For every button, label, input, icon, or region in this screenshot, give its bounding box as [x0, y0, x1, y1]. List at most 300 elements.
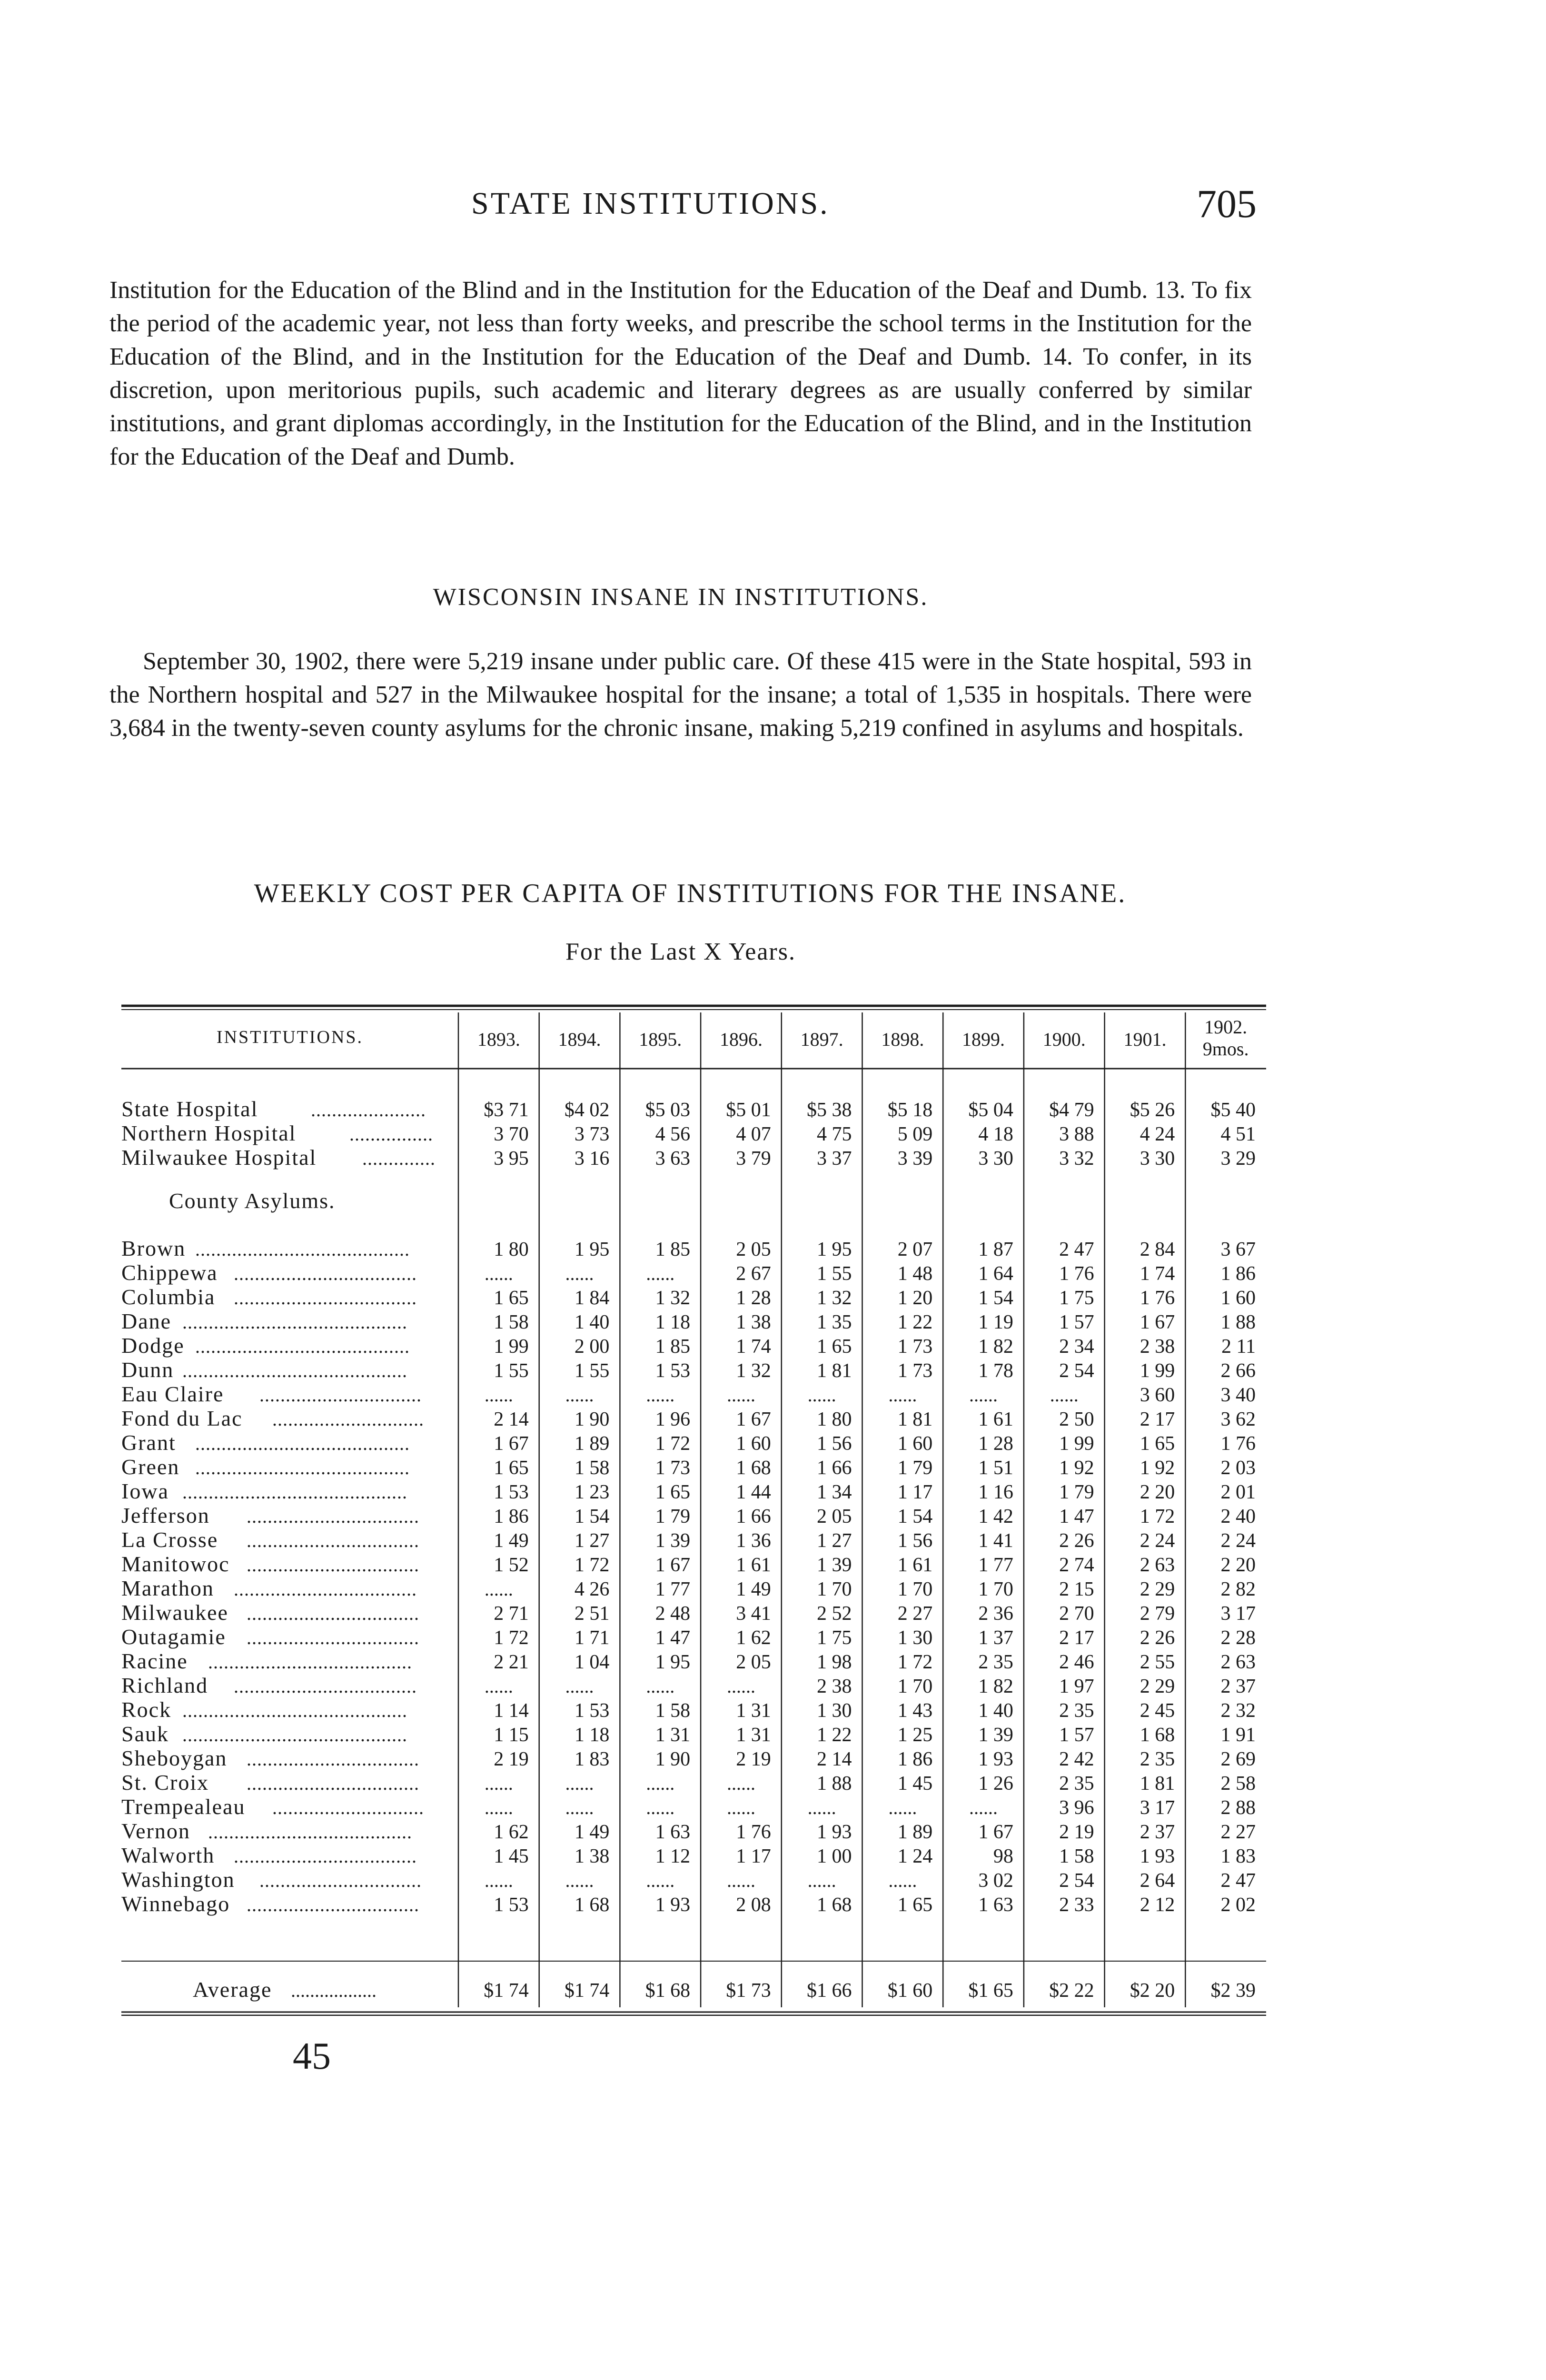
county-row-value: 1 49	[574, 1821, 610, 1843]
header-year: 1902.	[1204, 1016, 1248, 1038]
county-row-value: 1 18	[655, 1311, 691, 1333]
county-row-value: 1 40	[978, 1700, 1013, 1722]
hospital-row-value: 3 63	[655, 1148, 691, 1170]
leader-dots: .........................................	[195, 1433, 410, 1454]
county-row-label: Washington	[121, 1867, 235, 1892]
county-row-value: 1 54	[897, 1506, 933, 1527]
county-row-value: 1 43	[897, 1700, 933, 1722]
county-row-empty: ......	[646, 1870, 675, 1891]
header-year: 1899.	[962, 1029, 1005, 1050]
county-row-empty: ......	[726, 1773, 755, 1794]
county-row-empty: ......	[565, 1676, 594, 1697]
county-row-value: 2 71	[494, 1603, 529, 1625]
county-row-value: 1 04	[574, 1651, 610, 1673]
county-row-value: 1 79	[655, 1506, 691, 1527]
county-row-value: 1 67	[978, 1821, 1013, 1843]
county-row-value: 1 57	[1059, 1724, 1094, 1746]
county-row-value: 1 88	[1220, 1311, 1256, 1333]
county-row-value: 1 45	[494, 1845, 529, 1867]
running-title: STATE INSTITUTIONS.	[471, 186, 830, 221]
county-row-label: Brown	[121, 1236, 186, 1260]
county-row-value: 2 84	[1140, 1239, 1175, 1260]
county-row-value: 2 29	[1140, 1676, 1175, 1697]
county-row-value: 1 17	[897, 1481, 933, 1503]
county-row-value: 1 64	[978, 1263, 1013, 1285]
county-row-value: 3 41	[736, 1603, 771, 1625]
county-row-value: 1 17	[736, 1845, 771, 1867]
county-row-value: 2 07	[897, 1239, 933, 1260]
county-row-value: 1 74	[1140, 1263, 1175, 1285]
county-row-value: 3 40	[1220, 1384, 1256, 1406]
county-row-value: 2 19	[736, 1748, 771, 1770]
average-row-value: $1 73	[726, 1980, 771, 2002]
leader-dots: .........................................	[195, 1239, 410, 1260]
county-row-value: 1 83	[574, 1748, 610, 1770]
hospital-row-value: $5 01	[726, 1099, 771, 1121]
county-row-value: 3 60	[1140, 1384, 1175, 1406]
county-row-label: Winnebago	[121, 1892, 230, 1916]
county-row-value: 1 73	[897, 1360, 933, 1382]
county-row-value: 1 27	[817, 1530, 852, 1552]
county-row-value: 1 76	[1059, 1263, 1094, 1285]
county-row-empty: ......	[484, 1773, 513, 1794]
table-subtitle: For the Last X Years.	[565, 938, 796, 965]
county-asylums-heading: County Asylums.	[169, 1189, 336, 1213]
county-row-value: 1 76	[1220, 1433, 1256, 1455]
county-row-empty: ......	[484, 1797, 513, 1818]
county-row-value: 1 82	[978, 1336, 1013, 1358]
leader-dots: ...................................	[234, 1845, 417, 1867]
county-row-value: 3 17	[1140, 1797, 1175, 1819]
county-row-value: 2 45	[1140, 1700, 1175, 1722]
page-number: 705	[1197, 182, 1257, 226]
county-row-value: 2 36	[978, 1603, 1013, 1625]
average-row-value: $1 74	[484, 1980, 529, 2002]
county-row-value: 2 05	[736, 1651, 771, 1673]
county-row-value: 1 77	[978, 1554, 1013, 1576]
county-row-value: 1 74	[736, 1336, 771, 1358]
county-row-value: 1 31	[736, 1724, 771, 1746]
county-row-value: 1 61	[736, 1554, 771, 1576]
county-row-value: 2 58	[1220, 1773, 1256, 1795]
hospital-row-value: 4 56	[655, 1123, 691, 1145]
county-row-value: 2 05	[817, 1506, 852, 1527]
leader-dots: .................................	[247, 1627, 419, 1648]
county-row-value: 1 76	[1140, 1287, 1175, 1309]
county-row-value: 2 35	[978, 1651, 1013, 1673]
county-row-value: 1 23	[574, 1481, 610, 1503]
county-row-empty: ......	[888, 1797, 917, 1818]
leader-dots: .................................	[247, 1603, 419, 1624]
county-row-value: 2 48	[655, 1603, 691, 1625]
county-row-value: 2 17	[1059, 1627, 1094, 1649]
county-row-value: 2 70	[1059, 1603, 1094, 1625]
county-row-value: 1 81	[897, 1408, 933, 1430]
county-row-value: 1 65	[817, 1336, 852, 1358]
county-row-value: 1 34	[817, 1481, 852, 1503]
county-row-value: 2 20	[1140, 1481, 1175, 1503]
leader-dots: .........................................	[195, 1336, 410, 1357]
hospital-row-value: $4 79	[1049, 1099, 1094, 1121]
average-row-value: $2 39	[1210, 1980, 1256, 2002]
county-row-empty: ......	[888, 1870, 917, 1891]
county-row-value: 1 92	[1059, 1457, 1094, 1479]
county-row-empty: ......	[646, 1676, 675, 1697]
county-row-value: 2 28	[1220, 1627, 1256, 1649]
county-row-value: 1 52	[494, 1554, 529, 1576]
county-row-empty: ......	[565, 1384, 594, 1406]
county-row-value: 1 32	[655, 1287, 691, 1309]
county-row-value: 2 55	[1140, 1651, 1175, 1673]
county-row-value: 1 75	[1059, 1287, 1094, 1309]
county-row-value: 1 55	[494, 1360, 529, 1382]
county-row-value: 1 72	[1140, 1506, 1175, 1527]
hospital-row-value: $5 04	[968, 1099, 1013, 1121]
county-row-value: 1 99	[1059, 1433, 1094, 1455]
county-row-value: 1 93	[655, 1894, 691, 1916]
county-row-value: 1 45	[897, 1773, 933, 1795]
county-row-empty: ......	[807, 1384, 836, 1406]
average-row-value: $2 20	[1130, 1980, 1175, 2002]
leader-dots: ...................................	[234, 1578, 417, 1600]
hospital-row-value: 4 24	[1140, 1123, 1175, 1145]
county-row-value: 2 40	[1220, 1506, 1256, 1527]
county-row-value: 1 54	[574, 1506, 610, 1527]
county-row-value: 1 98	[817, 1651, 852, 1673]
hospital-row-value: 3 29	[1220, 1148, 1256, 1170]
county-row-value: 2 14	[494, 1408, 529, 1430]
county-row-value: 1 12	[655, 1845, 691, 1867]
county-row-value: 2 02	[1220, 1894, 1256, 1916]
county-row-value: 2 33	[1059, 1894, 1094, 1916]
header-institutions: INSTITUTIONS.	[216, 1027, 364, 1047]
county-row-empty: ......	[484, 1578, 513, 1600]
leader-dots: ...................................	[234, 1676, 417, 1697]
average-row-value: $1 68	[645, 1980, 691, 2002]
county-row-value: 1 19	[978, 1311, 1013, 1333]
county-row-empty: ......	[1050, 1384, 1079, 1406]
county-row-value: 2 64	[1140, 1870, 1175, 1892]
leader-dots: .................................	[247, 1773, 419, 1794]
county-row-value: 1 31	[655, 1724, 691, 1746]
county-row-value: 4 26	[574, 1578, 610, 1600]
county-row-empty: ......	[484, 1870, 513, 1891]
county-row-value: 1 93	[817, 1821, 852, 1843]
hospital-row-value: 4 75	[817, 1123, 852, 1145]
county-row-value: 1 68	[1140, 1724, 1175, 1746]
county-row-label: Eau Claire	[121, 1382, 224, 1406]
average-row-value: $1 66	[807, 1980, 852, 2002]
county-row-value: 2 19	[494, 1748, 529, 1770]
county-row-empty: ......	[726, 1870, 755, 1891]
leader-dots: ......................	[311, 1099, 426, 1121]
county-row-value: 1 81	[1140, 1773, 1175, 1795]
county-row-value: 1 36	[736, 1530, 771, 1552]
county-row-value: 98	[993, 1845, 1013, 1867]
leader-dots: ..............	[362, 1148, 436, 1169]
leader-dots: ................	[349, 1123, 433, 1145]
county-row-value: 1 16	[978, 1481, 1013, 1503]
county-row-label: Marathon	[121, 1576, 214, 1600]
hospital-row-value: 3 95	[494, 1148, 529, 1170]
county-row-label: Chippewa	[121, 1260, 218, 1285]
county-row-value: 2 01	[1220, 1481, 1256, 1503]
county-row-value: 1 86	[1220, 1263, 1256, 1285]
county-row-value: 1 70	[897, 1578, 933, 1600]
leader-dots: .................................	[247, 1530, 419, 1551]
county-row-value: 1 68	[736, 1457, 771, 1479]
hospital-row-value: 3 30	[978, 1148, 1013, 1170]
hospital-row-value: $4 02	[564, 1099, 610, 1121]
county-row-value: 2 50	[1059, 1408, 1094, 1430]
county-row-value: 1 65	[1140, 1433, 1175, 1455]
county-row-value: 1 39	[817, 1554, 852, 1576]
county-row-value: 1 57	[1059, 1311, 1094, 1333]
county-row-value: 3 96	[1059, 1797, 1094, 1819]
county-row-value: 1 81	[817, 1360, 852, 1382]
county-row-value: 1 53	[494, 1894, 529, 1916]
county-row-empty: ......	[484, 1384, 513, 1406]
county-row-value: 2 51	[574, 1603, 610, 1625]
hospital-row-value: 3 39	[897, 1148, 933, 1170]
hospital-row-value: $3 71	[484, 1099, 529, 1121]
county-row-value: 2 15	[1059, 1578, 1094, 1600]
hospital-row-value: 4 07	[736, 1123, 771, 1145]
county-row-empty: ......	[646, 1797, 675, 1818]
header-year: 1896.	[719, 1029, 763, 1050]
county-row-label: Grant	[121, 1430, 176, 1455]
county-row-value: 2 14	[817, 1748, 852, 1770]
county-row-value: 2 24	[1220, 1530, 1256, 1552]
leader-dots: .................................	[247, 1506, 419, 1527]
county-row-empty: ......	[807, 1797, 836, 1818]
leader-dots: ..................	[291, 1980, 377, 2001]
county-row-label: Dunn	[121, 1358, 174, 1382]
county-row-value: 2 38	[817, 1676, 852, 1697]
county-row-value: 2 24	[1140, 1530, 1175, 1552]
county-row-value: 1 99	[494, 1336, 529, 1358]
county-row-value: 1 60	[1220, 1287, 1256, 1309]
county-row-value: 1 66	[817, 1457, 852, 1479]
county-row-empty: ......	[565, 1773, 594, 1794]
county-row-value: 1 25	[897, 1724, 933, 1746]
leader-dots: .................................	[247, 1554, 419, 1576]
hospital-row-value: $5 38	[807, 1099, 852, 1121]
county-row-value: 1 27	[574, 1530, 610, 1552]
leader-dots: .................................	[247, 1894, 419, 1915]
county-row-value: 2 17	[1140, 1408, 1175, 1430]
county-row-value: 1 20	[897, 1287, 933, 1309]
county-row-value: 1 35	[817, 1311, 852, 1333]
hospital-row-value: 5 09	[897, 1123, 933, 1145]
hospital-row-label: State Hospital	[121, 1097, 258, 1121]
county-row-label: Dodge	[121, 1333, 185, 1358]
county-row-value: 1 61	[978, 1408, 1013, 1430]
average-row-value: $1 74	[564, 1980, 610, 2002]
county-row-value: 2 47	[1059, 1239, 1094, 1260]
county-row-value: 2 38	[1140, 1336, 1175, 1358]
county-row-value: 1 28	[978, 1433, 1013, 1455]
county-row-value: 1 89	[897, 1821, 933, 1843]
county-row-value: 1 58	[494, 1311, 529, 1333]
county-row-value: 2 66	[1220, 1360, 1256, 1382]
county-row-value: 1 78	[978, 1360, 1013, 1382]
county-row-value: 1 97	[1059, 1676, 1094, 1697]
county-row-value: 1 68	[817, 1894, 852, 1916]
hospital-row-value: 4 18	[978, 1123, 1013, 1145]
county-row-value: 2 08	[736, 1894, 771, 1916]
header-year: 1897.	[800, 1029, 843, 1050]
county-row-value: 1 60	[736, 1433, 771, 1455]
county-row-value: 1 26	[978, 1773, 1013, 1795]
county-row-label: Green	[121, 1455, 180, 1479]
county-row-empty: ......	[646, 1773, 675, 1794]
county-row-label: Manitowoc	[121, 1552, 230, 1576]
county-row-value: 1 91	[1220, 1724, 1256, 1746]
leader-dots: ...........................................	[182, 1700, 407, 1721]
county-row-value: 1 77	[655, 1578, 691, 1600]
leader-dots: .......................................	[208, 1821, 412, 1843]
county-row-value: 1 37	[978, 1627, 1013, 1649]
county-row-value: 1 80	[494, 1239, 529, 1260]
average-row-value: $1 60	[887, 1980, 933, 2002]
county-row-value: 2 37	[1140, 1821, 1175, 1843]
county-row-value: 2 54	[1059, 1360, 1094, 1382]
county-row-value: 2 37	[1220, 1676, 1256, 1697]
county-row-value: 1 53	[655, 1360, 691, 1382]
county-row-label: Fond du Lac	[121, 1406, 243, 1430]
county-row-value: 2 82	[1220, 1578, 1256, 1600]
county-row-label: Rock	[121, 1697, 172, 1722]
county-row-value: 2 21	[494, 1651, 529, 1673]
county-row-value: 1 89	[574, 1433, 610, 1455]
county-row-label: Richland	[121, 1673, 208, 1697]
average-row-label: Average	[193, 1977, 272, 2002]
average-row-value: $2 22	[1049, 1980, 1094, 2002]
county-row-value: 1 86	[897, 1748, 933, 1770]
county-row-value: 1 39	[978, 1724, 1013, 1746]
county-row-value: 1 90	[574, 1408, 610, 1430]
leader-dots: ...................................	[234, 1287, 417, 1309]
county-row-value: 1 84	[574, 1287, 610, 1309]
county-row-value: 1 38	[574, 1845, 610, 1867]
county-row-value: 2 47	[1220, 1870, 1256, 1892]
county-row-value: 1 79	[1059, 1481, 1094, 1503]
hospital-row-value: 3 88	[1059, 1123, 1094, 1145]
county-row-value: 1 67	[736, 1408, 771, 1430]
header-year-note: 9mos.	[1202, 1038, 1249, 1060]
county-row-value: 1 58	[655, 1700, 691, 1722]
county-row-value: 1 47	[1059, 1506, 1094, 1527]
county-row-value: 1 55	[574, 1360, 610, 1382]
hospital-row-value: 3 73	[574, 1123, 610, 1145]
county-row-label: Vernon	[121, 1819, 190, 1843]
county-row-empty: ......	[565, 1870, 594, 1891]
hospital-row-value: $5 03	[645, 1099, 691, 1121]
county-row-empty: ......	[969, 1797, 998, 1818]
leader-dots: ...............................	[259, 1870, 422, 1891]
county-row-label: Sauk	[121, 1722, 169, 1746]
county-row-value: 1 65	[494, 1287, 529, 1309]
county-row-value: 1 56	[817, 1433, 852, 1455]
header-year: 1901.	[1123, 1029, 1167, 1050]
county-row-value: 2 63	[1220, 1651, 1256, 1673]
county-row-value: 1 22	[897, 1311, 933, 1333]
county-row-value: 1 95	[574, 1239, 610, 1260]
county-row-value: 1 93	[1140, 1845, 1175, 1867]
county-row-value: 1 95	[655, 1651, 691, 1673]
county-row-value: 3 17	[1220, 1603, 1256, 1625]
county-row-value: 2 03	[1220, 1457, 1256, 1479]
county-row-value: 1 48	[897, 1263, 933, 1285]
county-row-value: 1 30	[817, 1700, 852, 1722]
county-row-label: Outagamie	[121, 1625, 226, 1649]
county-row-value: 2 69	[1220, 1748, 1256, 1770]
county-row-value: 2 29	[1140, 1578, 1175, 1600]
county-row-value: 1 63	[655, 1821, 691, 1843]
county-row-value: 1 90	[655, 1748, 691, 1770]
county-row-label: Milwaukee	[121, 1600, 228, 1625]
hospital-row-value: $5 26	[1130, 1099, 1175, 1121]
county-row-value: 1 71	[574, 1627, 610, 1649]
county-row-value: 1 41	[978, 1530, 1013, 1552]
header-year: 1900.	[1042, 1029, 1086, 1050]
county-row-value: 2 11	[1221, 1336, 1256, 1358]
leader-dots: ...........................................	[182, 1724, 407, 1745]
county-row-label: St. Croix	[121, 1770, 209, 1795]
county-row-value: 2 27	[897, 1603, 933, 1625]
county-row-value: 1 44	[736, 1481, 771, 1503]
county-row-value: 1 42	[978, 1506, 1013, 1527]
county-row-value: 2 34	[1059, 1336, 1094, 1358]
county-row-value: 1 58	[574, 1457, 610, 1479]
county-row-value: 1 65	[494, 1457, 529, 1479]
county-row-value: 1 15	[494, 1724, 529, 1746]
county-row-value: 2 05	[736, 1239, 771, 1260]
hospital-row-value: $5 18	[887, 1099, 933, 1121]
hospital-row-value: 3 32	[1059, 1148, 1094, 1170]
county-row-value: 2 19	[1059, 1821, 1094, 1843]
county-row-value: 2 52	[817, 1603, 852, 1625]
county-row-value: 1 72	[655, 1433, 691, 1455]
running-head	[114, 181, 1257, 238]
county-row-value: 1 73	[655, 1457, 691, 1479]
county-row-value: 1 67	[655, 1554, 691, 1576]
county-row-value: 3 02	[978, 1870, 1013, 1892]
continuation-paragraph: Institution for the Education of the Blind and in the Institution for the Education of the Deaf and Dumb. 13. To fix the period of the academic year, not less than forty weeks, and prescribe the school terms in the Institution for the Education of the Blind, and in the Institution for the Education of the Deaf and Dumb. 14. To confer, in its discretion, upon meritorious pupils, such academic and literary degrees as are usually conferred by similar institutions, and grant diplomas accordingly, in the Institution for the Education of the Blind, and in the Institution for the Education of the Deaf and Dumb.	[109, 277, 1252, 470]
county-row-value: 1 95	[817, 1239, 852, 1260]
table-title: WEEKLY COST PER CAPITA OF INSTITUTIONS FOR THE INSANE.	[254, 879, 1127, 908]
leader-dots: .........................................	[195, 1457, 410, 1478]
county-row-value: 1 75	[817, 1627, 852, 1649]
leader-dots: ...............................	[259, 1384, 422, 1406]
county-row-value: 1 68	[574, 1894, 610, 1916]
county-row-empty: ......	[888, 1384, 917, 1406]
county-row-value: 1 60	[897, 1433, 933, 1455]
county-row-value: 2 63	[1140, 1554, 1175, 1576]
county-row-value: 2 00	[574, 1336, 610, 1358]
county-row-value: 1 30	[897, 1627, 933, 1649]
county-row-label: Walworth	[121, 1843, 215, 1867]
county-row-value: 1 54	[978, 1287, 1013, 1309]
county-row-value: 1 92	[1140, 1457, 1175, 1479]
county-row-value: 1 28	[736, 1287, 771, 1309]
county-row-value: 2 79	[1140, 1603, 1175, 1625]
county-row-value: 1 67	[494, 1433, 529, 1455]
county-row-value: 1 99	[1140, 1360, 1175, 1382]
hospital-row-value: 3 37	[817, 1148, 852, 1170]
county-row-value: 1 79	[897, 1457, 933, 1479]
